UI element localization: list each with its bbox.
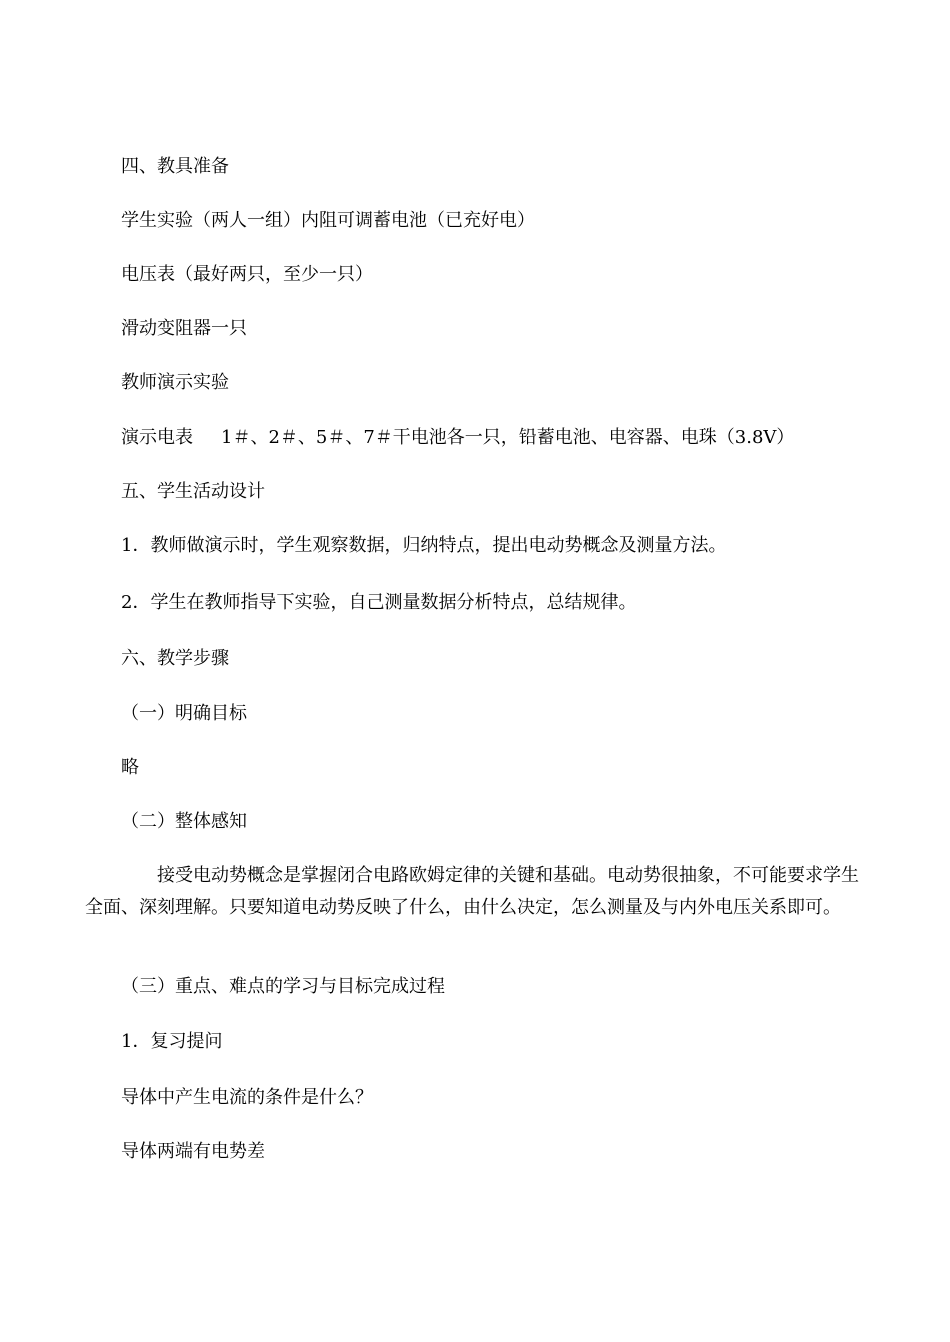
- demo-meter-items: 1＃、2＃、5＃、7＃干电池各一只，铅蓄电池、电容器、电珠（3.8V）: [221, 427, 795, 448]
- step1-body: 略: [121, 757, 139, 778]
- step3-title: （三）重点、难点的学习与目标完成过程: [121, 976, 445, 997]
- review-title: 1．复习提问: [121, 1031, 223, 1052]
- voltmeter-line: 电压表（最好两只，至少一只）: [121, 264, 373, 285]
- step2-title: （二）整体感知: [121, 811, 247, 832]
- rheostat-line: 滑动变阻器一只: [121, 318, 247, 339]
- student-experiment-line: 学生实验（两人一组）内阻可调蓄电池（已充好电）: [121, 210, 535, 231]
- review-answer: 导体两端有电势差: [121, 1141, 265, 1162]
- section-heading-teaching-aids: 四、教具准备: [121, 156, 229, 177]
- section-heading-student-activities: 五、学生活动设计: [121, 481, 265, 502]
- teacher-demo-line: 教师演示实验: [121, 372, 229, 393]
- step2-body: 接受电动势概念是掌握闭合电路欧姆定律的关键和基础。电动势很抽象，不可能要求学生全面、深刻理解。只要知道电动势反映了什么，由什么决定，怎么测量及与内外电压关系即可。: [85, 865, 859, 918]
- demo-meter-line: [121, 427, 794, 449]
- demo-meter-label: 演示电表: [121, 427, 193, 448]
- activity-item-1: 1．教师做演示时，学生观察数据，归纳特点，提出电动势概念及测量方法。: [121, 535, 727, 556]
- activity-item-2: 2．学生在教师指导下实验，自己测量数据分析特点，总结规律。: [121, 592, 637, 613]
- step1-title: （一）明确目标: [121, 703, 247, 724]
- section-heading-teaching-steps: 六、教学步骤: [121, 648, 229, 669]
- review-question: 导体中产生电流的条件是什么？: [121, 1087, 373, 1108]
